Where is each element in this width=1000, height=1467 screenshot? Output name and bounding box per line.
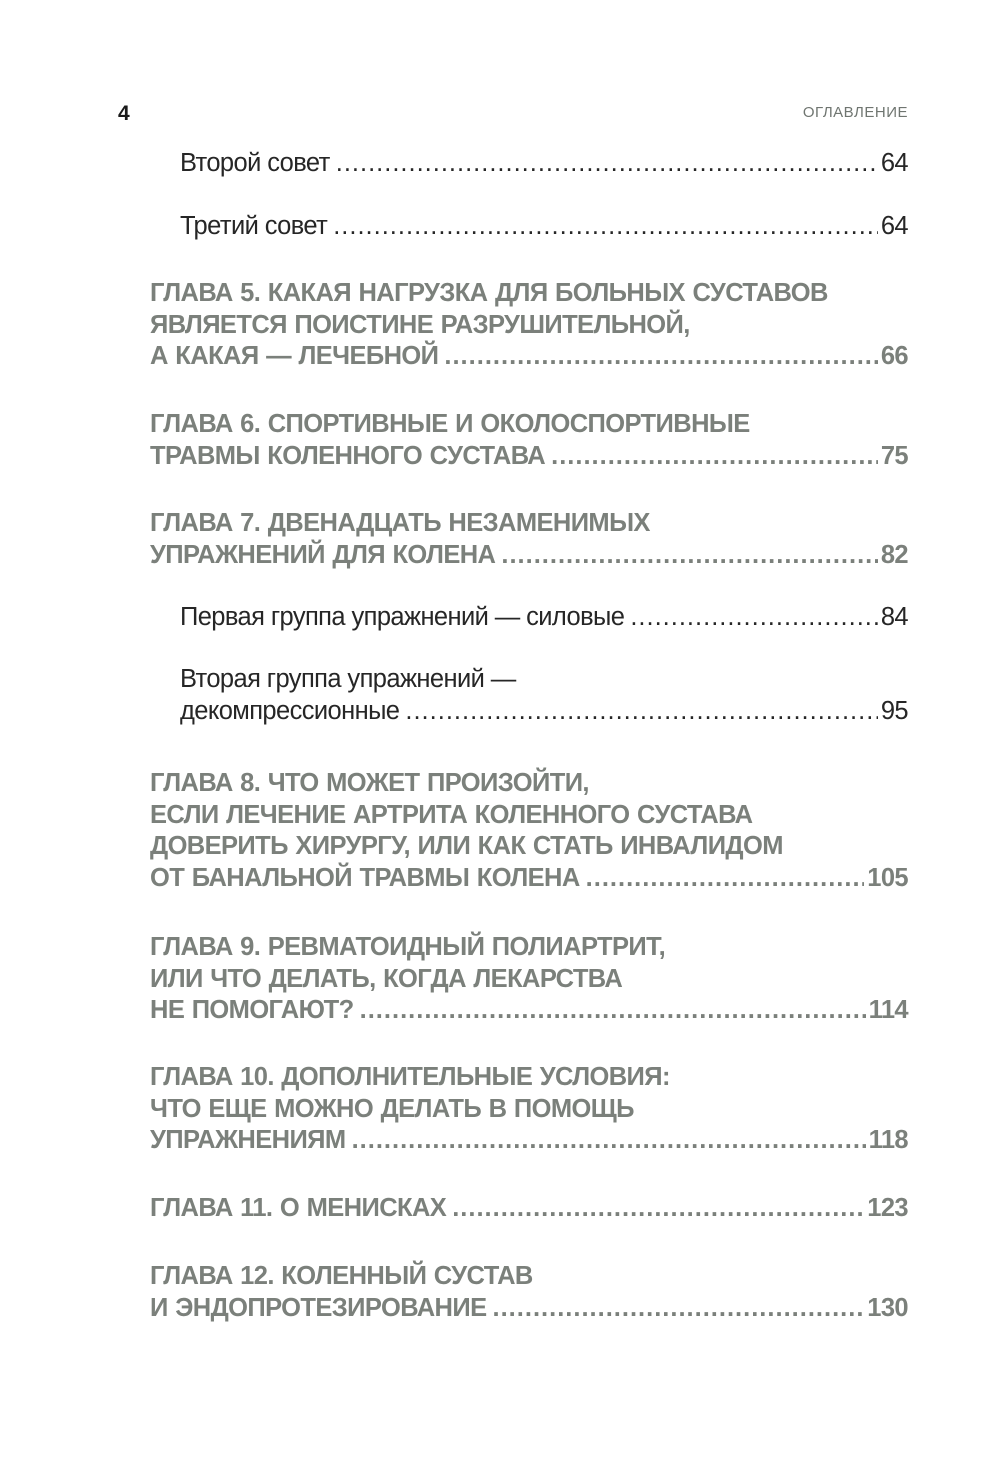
dot-leader [551, 441, 878, 473]
toc-page-number: 84 [880, 603, 908, 631]
dot-leader [444, 341, 877, 373]
toc-entry-title-line: ЧТО ЕЩЕ МОЖНО ДЕЛАТЬ В ПОМОЩЬ [150, 1094, 634, 1123]
toc-entry-chapter-9[interactable] [150, 932, 908, 1027]
dot-leader [630, 602, 877, 634]
toc-entry-title-line: ДОВЕРИТЬ ХИРУРГУ, ИЛИ КАК СТАТЬ ИНВАЛИДОМ [150, 832, 783, 860]
toc-entry-last-line [150, 1193, 908, 1225]
toc-entry-title: ТРАВМЫ КОЛЕННОГО СУСТАВА [150, 441, 546, 470]
toc-entry-title: А КАКАЯ — ЛЕЧЕБНОЙ [150, 342, 439, 370]
toc-entry-second-group[interactable] [180, 664, 908, 727]
toc-entry-title-line: ГЛАВА 9. РЕВМАТОИДНЫЙ ПОЛИАРТРИТ, [150, 933, 666, 961]
toc-entry-title: УПРАЖНЕНИЙ ДЛЯ КОЛЕНА [150, 540, 496, 569]
toc-entry-third-advice[interactable] [180, 211, 908, 243]
toc-entry-last-line [180, 602, 908, 634]
toc-entry-title: ГЛАВА 11. О МЕНИСКАХ [150, 1194, 447, 1222]
toc-page-number: 114 [868, 996, 908, 1024]
toc-entry-second-advice[interactable] [180, 148, 908, 180]
toc-page-number: 64 [880, 149, 908, 177]
toc-page-number: 130 [867, 1293, 908, 1322]
toc-entry-title-line: Вторая группа упражнений — [180, 665, 516, 693]
toc-entry-chapter-12[interactable] [150, 1261, 908, 1324]
dot-leader [333, 211, 878, 243]
toc-entry-last-line [150, 995, 908, 1027]
toc-entry-title: УПРАЖНЕНИЯМ [150, 1126, 346, 1154]
toc-page-number: 64 [880, 212, 908, 240]
toc-page-number: 75 [880, 441, 908, 470]
toc-entry-last-line [150, 863, 908, 895]
toc-entry-title: Третий совет [180, 212, 328, 240]
toc-entry-last-line [150, 1125, 908, 1157]
toc-entry-title: НЕ ПОМОГАЮТ? [150, 996, 354, 1024]
toc-entry-first-group[interactable] [180, 602, 908, 634]
dot-leader [405, 696, 877, 728]
toc-page-number: 123 [867, 1194, 908, 1222]
dot-leader [452, 1193, 864, 1225]
dot-leader [501, 540, 877, 572]
toc-entry-title-line: ЯВЛЯЕТСЯ ПОИСТИНЕ РАЗРУШИТЕЛЬНОЙ, [150, 310, 690, 339]
toc-entry-title: Второй совет [180, 149, 330, 177]
toc-entry-title: декомпрессионные [180, 696, 400, 725]
toc-entry-chapter-8[interactable] [150, 768, 908, 894]
dot-leader [336, 148, 878, 180]
dot-leader [352, 1125, 866, 1157]
toc-entry-title-line: ГЛАВА 5. КАКАЯ НАГРУЗКА ДЛЯ БОЛЬНЫХ СУСТАВОВ [150, 279, 828, 307]
toc-entry-chapter-7[interactable] [150, 508, 908, 571]
page-number: 4 [118, 102, 130, 125]
toc-page-number: 105 [867, 863, 908, 892]
toc-entry-title: И ЭНДОПРОТЕЗИРОВАНИЕ [150, 1293, 487, 1322]
toc-entry-title-line: ГЛАВА 8. ЧТО МОЖЕТ ПРОИЗОЙТИ, [150, 769, 589, 797]
toc-entry-last-line [180, 696, 908, 728]
dot-leader [586, 863, 865, 895]
toc-page-number: 66 [880, 342, 908, 370]
toc-entry-chapter-10[interactable] [150, 1062, 908, 1157]
toc-entry-title: ОТ БАНАЛЬНОЙ ТРАВМЫ КОЛЕНА [150, 863, 580, 892]
running-head: ОГЛАВЛЕНИЕ [802, 104, 908, 121]
toc-page-number: 95 [880, 696, 908, 725]
toc-page-number: 118 [868, 1126, 908, 1154]
toc-entry-title-line: ГЛАВА 12. КОЛЕННЫЙ СУСТАВ [150, 1262, 533, 1290]
toc-page-number: 82 [880, 540, 908, 569]
toc-entry-last-line [180, 148, 908, 180]
toc-entry-title-line: ИЛИ ЧТО ДЕЛАТЬ, КОГДА ЛЕКАРСТВА [150, 964, 623, 993]
dot-leader [493, 1293, 865, 1325]
toc-entry-last-line [150, 540, 908, 572]
toc-entry-last-line [150, 341, 908, 373]
toc-entry-title-line: ГЛАВА 7. ДВЕНАДЦАТЬ НЕЗАМЕНИМЫХ [150, 509, 650, 537]
toc-entry-title-line: ЕСЛИ ЛЕЧЕНИЕ АРТРИТА КОЛЕННОГО СУСТАВА [150, 800, 753, 829]
toc-entry-last-line [150, 1293, 908, 1325]
toc-entry-chapter-5[interactable] [150, 278, 908, 373]
toc-entry-title: Первая группа упражнений — силовые [180, 603, 625, 631]
toc-entry-last-line [150, 441, 908, 473]
toc-entry-title-line: ГЛАВА 10. ДОПОЛНИТЕЛЬНЫЕ УСЛОВИЯ: [150, 1063, 670, 1091]
toc-entry-last-line [180, 211, 908, 243]
toc-entry-chapter-11[interactable] [150, 1193, 908, 1225]
dot-leader [360, 995, 866, 1027]
toc-entry-chapter-6[interactable] [150, 409, 908, 472]
toc-entry-title-line: ГЛАВА 6. СПОРТИВНЫЕ И ОКОЛОСПОРТИВНЫЕ [150, 410, 750, 438]
